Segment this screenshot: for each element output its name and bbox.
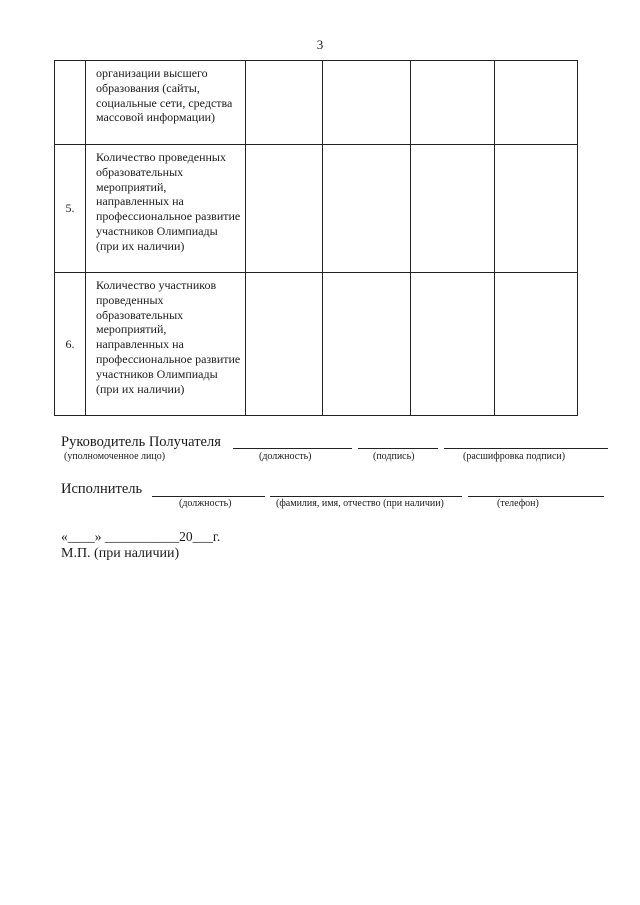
- signature-line: [358, 448, 438, 449]
- position-line: [233, 448, 352, 449]
- row-number: 5.: [55, 145, 86, 273]
- report-table: [54, 60, 578, 416]
- page-number: 3: [316, 37, 324, 52]
- signature-caption: (подпись): [373, 451, 415, 462]
- table-cell: [246, 273, 323, 416]
- executor-phone-line: [468, 496, 604, 497]
- signature-decoding-caption: (расшифровка подписи): [463, 451, 566, 462]
- stamp-label: М.П. (при наличии): [61, 546, 180, 561]
- executor-name-line: [270, 496, 462, 497]
- table-cell: [495, 273, 578, 416]
- row-description: Количество участников проведенных образовательных мероприятий, направленных на профессиональное развитие участников Олимпиады (при их наличии): [86, 273, 246, 416]
- table-row: [55, 61, 578, 145]
- table-row: [55, 145, 578, 273]
- date-line: «____» ___________20___г.: [61, 529, 221, 544]
- table-cell: [323, 61, 411, 145]
- executor-phone-caption: (телефон): [497, 498, 539, 509]
- row-number: [55, 61, 86, 145]
- table-cell: [495, 145, 578, 273]
- table-cell: [411, 61, 495, 145]
- executor-position-caption: (должность): [179, 498, 232, 509]
- position-caption: (должность): [259, 451, 312, 462]
- head-signature-label: Руководитель Получателя: [61, 434, 221, 450]
- table-cell: [495, 61, 578, 145]
- executor-name-caption: (фамилия, имя, отчество (при наличии): [276, 498, 444, 509]
- table-cell: [323, 145, 411, 273]
- row-description: Количество проведенных образовательных мероприятий, направленных на профессиональное развитие участников Олимпиады (при их наличии): [86, 145, 246, 273]
- executor-position-line: [152, 496, 265, 497]
- authorized-person-caption: (уполномоченное лицо): [64, 451, 166, 462]
- executor-label: Исполнитель: [61, 481, 143, 497]
- table-cell: [411, 145, 495, 273]
- signature-decoding-line: [444, 448, 608, 449]
- table-row: [55, 273, 578, 416]
- row-description: организации высшего образования (сайты, социальные сети, средства массовой информации): [86, 61, 246, 145]
- table-cell: [323, 273, 411, 416]
- row-number: 6.: [55, 273, 86, 416]
- table-cell: [246, 145, 323, 273]
- table-cell: [246, 61, 323, 145]
- table-cell: [411, 273, 495, 416]
